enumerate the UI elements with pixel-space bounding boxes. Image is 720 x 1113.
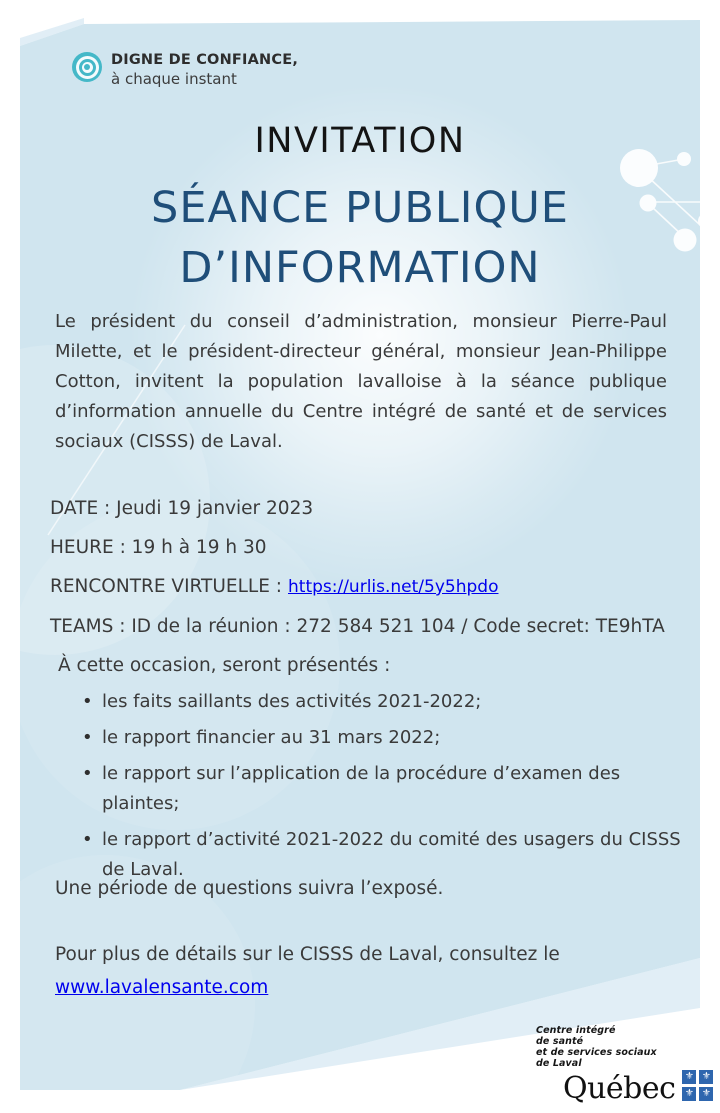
- quebec-wordmark: Québec: [563, 1071, 676, 1106]
- page-subtitle-line2: D’INFORMATION: [179, 243, 541, 293]
- tagline-line2: à chaque instant: [111, 70, 237, 88]
- teams-line: TEAMS : ID de la réunion : 272 584 521 104 / Code secret: TE9hTA: [50, 616, 665, 637]
- org-name-line3: et de services sociaux: [536, 1047, 657, 1058]
- org-name-line2: de santé: [536, 1036, 584, 1047]
- target-icon: [72, 52, 102, 82]
- quebec-flag-icon: [682, 1070, 713, 1101]
- agenda-item: • le rapport sur l’application de la procédure d’examen des plaintes;: [80, 759, 688, 819]
- date-line: DATE : Jeudi 19 janvier 2023: [50, 498, 314, 519]
- fleur-de-lis-icon: ⚜: [682, 1070, 696, 1084]
- brand-tagline: [72, 52, 298, 88]
- org-name-line4: de Laval: [536, 1058, 582, 1069]
- agenda-list: [80, 687, 688, 891]
- org-name-line1: Centre intégré: [536, 1025, 616, 1036]
- more-info: [55, 938, 560, 1004]
- agenda-heading: À cette occasion, seront présentés :: [58, 655, 391, 676]
- more-info-text: Pour plus de détails sur le CISSS de Laval, consultez le: [55, 944, 560, 965]
- page-title: INVITATION: [254, 121, 466, 161]
- fleur-de-lis-icon: ⚜: [699, 1070, 713, 1084]
- agenda-item: • les faits saillants des activités 2021-2022;: [80, 687, 688, 717]
- cisss-quebec-logo: [536, 1025, 711, 1106]
- virtual-meeting-line: [50, 576, 665, 598]
- fleur-de-lis-icon: ⚜: [682, 1087, 696, 1101]
- intro-paragraph: Le président du conseil d’administration, monsieur Pierre-Paul Milette, et le président-directeur général, monsieur Jean-Philippe Cotton, invitent la population lavalloise à la séance publique d’information annuelle du Centre intégré de santé et de services sociaux (CISSS) de Laval.: [55, 311, 667, 452]
- tagline-line1: DIGNE DE CONFIANCE,: [111, 52, 299, 68]
- agenda-item: • le rapport d’activité 2021-2022 du comité des usagers du CISSS de Laval.: [80, 825, 688, 885]
- virtual-meeting-label: RENCONTRE VIRTUELLE :: [50, 576, 282, 597]
- page-subtitle-line1: SÉANCE PUBLIQUE: [151, 183, 569, 233]
- website-link[interactable]: www.lavalensante.com: [55, 977, 269, 998]
- time-line: HEURE : 19 h à 19 h 30: [50, 537, 267, 558]
- meeting-url-link[interactable]: https://urlis.net/5y5hpdo: [288, 577, 499, 597]
- event-details: [50, 498, 665, 655]
- closing-note: Une période de questions suivra l’exposé.: [55, 878, 444, 899]
- agenda-item: • le rapport financier au 31 mars 2022;: [80, 723, 688, 753]
- fleur-de-lis-icon: ⚜: [699, 1087, 713, 1101]
